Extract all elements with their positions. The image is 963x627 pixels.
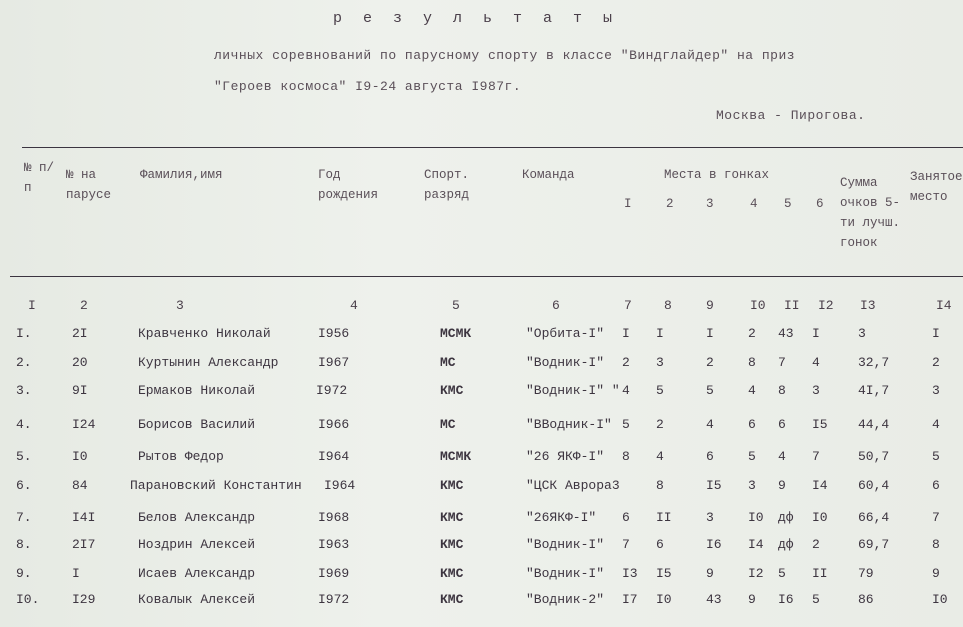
table-cell-name: Исаев Александр [138,566,256,581]
table-cell-year: I963 [318,537,350,552]
table-cell-r3: 3 [706,510,714,525]
table-cell-rank: КМС [440,383,464,398]
race-number-header: 2 [666,197,674,211]
column-number: 4 [350,298,358,313]
table-cell-r4: 5 [748,449,756,464]
table-cell-rank: КМС [440,510,464,525]
table-cell-sail: I0 [72,449,88,464]
table-cell-r4: I2 [748,566,764,581]
table-cell-place: 3 [932,383,940,398]
table-cell-np: I. [16,326,32,341]
table-cell-sail: 2I [72,326,88,341]
table-cell-year: I964 [324,478,356,493]
table-cell-sum: 69,7 [858,537,890,552]
table-cell-rank: МС [440,355,456,370]
table-cell-name: Борисов Василий [138,417,256,432]
table-cell-team: "ЦСК Аврора3 [526,478,620,493]
table-cell-r2: I5 [656,566,672,581]
table-cell-r3: 5 [706,383,714,398]
table-cell-r6: II [812,566,828,581]
table-cell-r3: 43 [706,592,722,607]
table-cell-r1: 4 [622,383,630,398]
column-number: I2 [818,298,834,313]
table-cell-sail: I24 [72,417,96,432]
table-cell-place: 6 [932,478,940,493]
table-cell-team: "Водник-I" [526,355,605,370]
table-cell-name: Ноздрин Алексей [138,537,256,552]
header-sail-number: № на парусе [66,168,112,202]
table-cell-place: 8 [932,537,940,552]
table-cell-r1: I3 [622,566,638,581]
table-cell-np: 3. [16,383,32,398]
table-cell-r5: 7 [778,355,786,370]
table-cell-r2: 8 [656,478,664,493]
table-cell-r5: дф [778,510,794,525]
table-cell-year: I967 [318,355,350,370]
table-cell-r5: 6 [778,417,786,432]
table-cell-place: 9 [932,566,940,581]
table-cell-r1: I [622,326,630,341]
table-cell-r3: I6 [706,537,722,552]
table-cell-name: Белов Александр [138,510,256,525]
table-cell-year: I956 [318,326,350,341]
table-cell-np: 4. [16,417,32,432]
header-place-taken: Занятое место [910,170,963,204]
table-cell-r3: 2 [706,355,714,370]
table-cell-name: Куртынин Александр [138,355,279,370]
column-number: I3 [860,298,876,313]
document-location: Москва - Пирогова. [716,108,866,123]
table-cell-rank: МСМК [440,326,472,341]
table-cell-place: I0 [932,592,948,607]
column-number: 3 [176,298,184,313]
column-number: 7 [624,298,632,313]
table-cell-place: 5 [932,449,940,464]
race-number-header: 6 [816,197,824,211]
table-cell-r2: II [656,510,672,525]
table-cell-np: 6. [16,478,32,493]
table-cell-team: "Водник-2" [526,592,605,607]
race-number-header: 4 [750,197,758,211]
table-cell-r2: 5 [656,383,664,398]
table-cell-np: 5. [16,449,32,464]
table-cell-r4: I4 [748,537,764,552]
table-top-rule [22,147,963,148]
table-cell-np: 7. [16,510,32,525]
table-cell-name: Рытов Федор [138,449,224,464]
table-cell-r6: 2 [812,537,820,552]
table-cell-sail: 84 [72,478,88,493]
table-cell-r3: I [706,326,714,341]
table-cell-r4: 8 [748,355,756,370]
table-cell-r6: 7 [812,449,820,464]
table-cell-r5: 43 [778,326,794,341]
table-cell-team: "26 ЯКФ-I" [526,449,605,464]
table-cell-rank: КМС [440,478,464,493]
race-number-header: 5 [784,197,792,211]
table-cell-np: I0. [16,592,40,607]
table-cell-team: "Водник-I" [526,566,605,581]
table-cell-year: I969 [318,566,350,581]
table-cell-year: I972 [316,383,348,398]
table-cell-np: 9. [16,566,32,581]
table-cell-sum: 50,7 [858,449,890,464]
table-cell-r6: I0 [812,510,828,525]
table-cell-r6: 5 [812,592,820,607]
table-cell-rank: КМС [440,592,464,607]
table-cell-r1: 5 [622,417,630,432]
table-cell-r2: 2 [656,417,664,432]
table-cell-r2: I0 [656,592,672,607]
table-cell-r1: 8 [622,449,630,464]
document-title: р е з у л ь т а т ы [333,10,619,27]
table-header-rule [10,276,963,277]
table-cell-name: Ковалык Алексей [138,592,256,607]
table-cell-name: Ермаков Николай [138,383,256,398]
column-number: II [784,298,800,313]
table-cell-r4: 4 [748,383,756,398]
column-number: 6 [552,298,560,313]
table-cell-place: 7 [932,510,940,525]
table-cell-r2: 4 [656,449,664,464]
table-cell-sum: 32,7 [858,355,890,370]
table-cell-sail: I [72,566,80,581]
table-cell-rank: КМС [440,537,464,552]
table-cell-r3: 6 [706,449,714,464]
table-cell-r4: 3 [748,478,756,493]
table-cell-sum: 66,4 [858,510,890,525]
table-cell-sail: 9I [72,383,88,398]
table-cell-sum: 44,4 [858,417,890,432]
table-cell-r6: 3 [812,383,820,398]
table-cell-rank: МСМК [440,449,472,464]
table-cell-np: 2. [16,355,32,370]
column-number: I [28,298,36,313]
table-cell-r3: I5 [706,478,722,493]
table-cell-r4: I0 [748,510,764,525]
table-cell-r6: I4 [812,478,828,493]
table-cell-r5: I6 [778,592,794,607]
table-cell-year: I966 [318,417,350,432]
table-cell-r2: 3 [656,355,664,370]
table-cell-sail: 20 [72,355,88,370]
table-cell-sum: 86 [858,592,874,607]
table-cell-sail: 2I7 [72,537,96,552]
table-cell-place: 4 [932,417,940,432]
table-cell-r5: дф [778,537,794,552]
table-cell-team: "Водник-I" [526,537,605,552]
table-cell-sum: 79 [858,566,874,581]
table-cell-name: Парановский Константин [130,478,302,493]
column-number: 2 [80,298,88,313]
table-cell-r3: 4 [706,417,714,432]
table-cell-r4: 2 [748,326,756,341]
table-cell-r1: 6 [622,510,630,525]
document-subtitle-line2: "Героев космоса" I9-24 августа I987г. [214,79,522,94]
header-birth-year: Год рождения [318,168,379,202]
race-number-header: 3 [706,197,714,211]
header-name: Фамилия,имя [140,168,223,182]
table-cell-r1: 2 [622,355,630,370]
table-cell-r6: I [812,326,820,341]
table-cell-sail: I4I [72,510,96,525]
table-cell-place: 2 [932,355,940,370]
table-cell-team: "Водник-I" " [526,383,620,398]
table-cell-sail: I29 [72,592,96,607]
table-cell-name: Кравченко Николай [138,326,271,341]
document-subtitle-line1: личных соревнований по парусному спорту в классе "Виндглайдер" на приз [214,48,796,63]
table-cell-r4: 9 [748,592,756,607]
table-cell-r5: 5 [778,566,786,581]
table-cell-r5: 9 [778,478,786,493]
table-cell-r1: I7 [622,592,638,607]
table-cell-sum: 4I,7 [858,383,890,398]
header-np: № п/п [24,161,55,195]
table-cell-r2: 6 [656,537,664,552]
table-cell-r3: 9 [706,566,714,581]
table-cell-r6: I5 [812,417,828,432]
column-number: I4 [936,298,952,313]
header-team: Команда [522,168,575,182]
table-cell-rank: КМС [440,566,464,581]
table-cell-place: I [932,326,940,341]
table-cell-team: "26ЯКФ-I" [526,510,597,525]
table-cell-year: I972 [318,592,350,607]
table-cell-np: 8. [16,537,32,552]
header-sport-rank: Спорт. разряд [424,168,470,202]
table-cell-rank: МС [440,417,456,432]
column-number: 9 [706,298,714,313]
race-number-header: I [624,197,632,211]
column-number: I0 [750,298,766,313]
table-cell-r2: I [656,326,664,341]
table-cell-r4: 6 [748,417,756,432]
table-cell-year: I964 [318,449,350,464]
table-cell-team: "Орбита-I" [526,326,605,341]
table-cell-team: "ВВодник-I" [526,417,612,432]
table-cell-r5: 8 [778,383,786,398]
table-cell-sum: 60,4 [858,478,890,493]
header-race-places: Места в гонках [664,168,770,182]
column-number: 8 [664,298,672,313]
table-cell-sum: 3 [858,326,866,341]
table-cell-year: I968 [318,510,350,525]
table-cell-r1: 7 [622,537,630,552]
table-cell-r6: 4 [812,355,820,370]
table-cell-r5: 4 [778,449,786,464]
header-points-sum: Сумма очков 5-ти лучш. гонок [840,176,901,250]
column-number: 5 [452,298,460,313]
